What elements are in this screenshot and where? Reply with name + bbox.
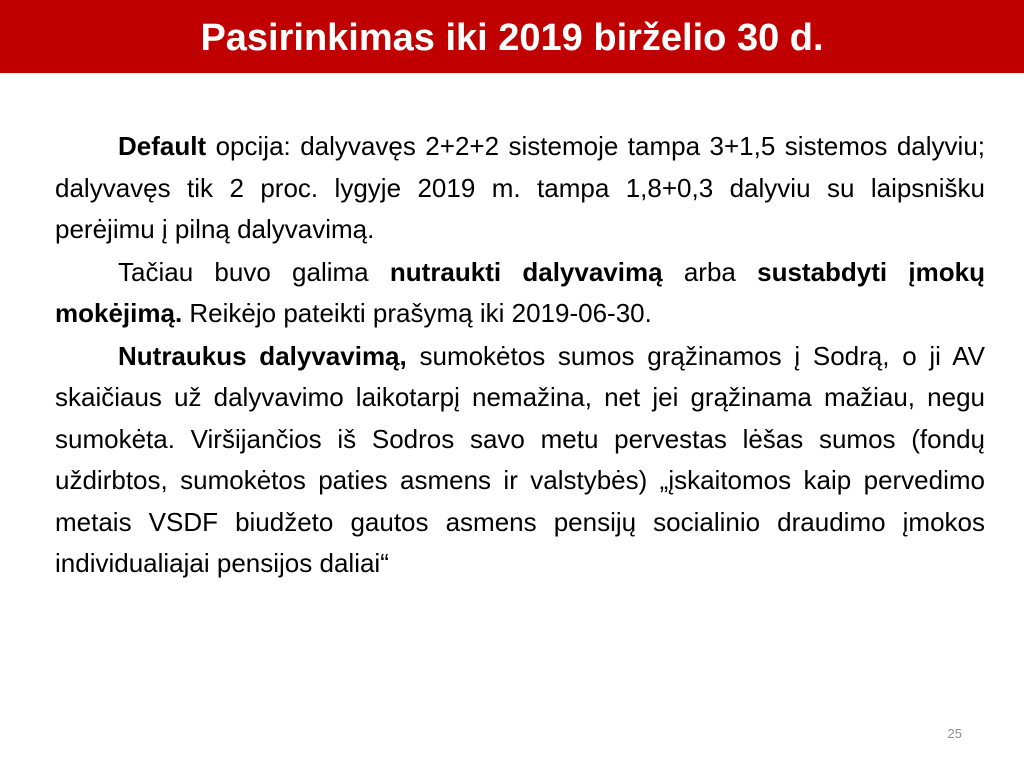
title-bar — [0, 0, 1024, 73]
page-number: 25 — [947, 726, 962, 741]
bold-term-suspend: sustabdyti įmokų mokėjimą. — [55, 256, 985, 328]
paragraph-default-option — [55, 126, 985, 251]
slide-title: Pasirinkimas iki 2019 birželio 30 d. — [200, 16, 824, 59]
bold-term-terminate: nutraukti dalyvavimą — [389, 256, 663, 287]
paragraph-text: arba — [662, 256, 758, 287]
paragraph-text: Reikėjo pateikti prašymą iki 2019-06-30. — [182, 298, 652, 328]
bold-term-termination: Nutraukus dalyvavimą, — [118, 340, 407, 371]
bold-term-default: Default — [118, 131, 207, 161]
slide-content — [55, 126, 985, 586]
paragraph-text: Tačiau buvo galima — [118, 256, 390, 287]
paragraph-termination — [55, 336, 985, 585]
paragraph-text: sumokėtos sumos grąžinamos į Sodrą, o ji AV skaičiaus už dalyvavimo laikotarpį nemažina, net jei grąžinama mažiau, negu sumokėta. Viršijančios iš Sodros savo metu pervestas lėšas sumos (fondų uždirbtos, sumokėtos paties asmens ir valstybės) „įskaitomos kaip pervedimo metais VSDF biudžeto gautos asmens pensijų socialinio draudimo įmokos individualiajai pensijos daliai“ — [55, 340, 985, 578]
paragraph-text: opcija: dalyvavęs 2+2+2 sistemoje tampa 3+1,5 sistemos dalyviu; dalyvavęs tik 2 proc. lygyje 2019 m. tampa 1,8+0,3 dalyviu su laipsnišku perėjimu į pilną dalyvavimą. — [55, 131, 985, 244]
paragraph-options — [55, 252, 985, 335]
